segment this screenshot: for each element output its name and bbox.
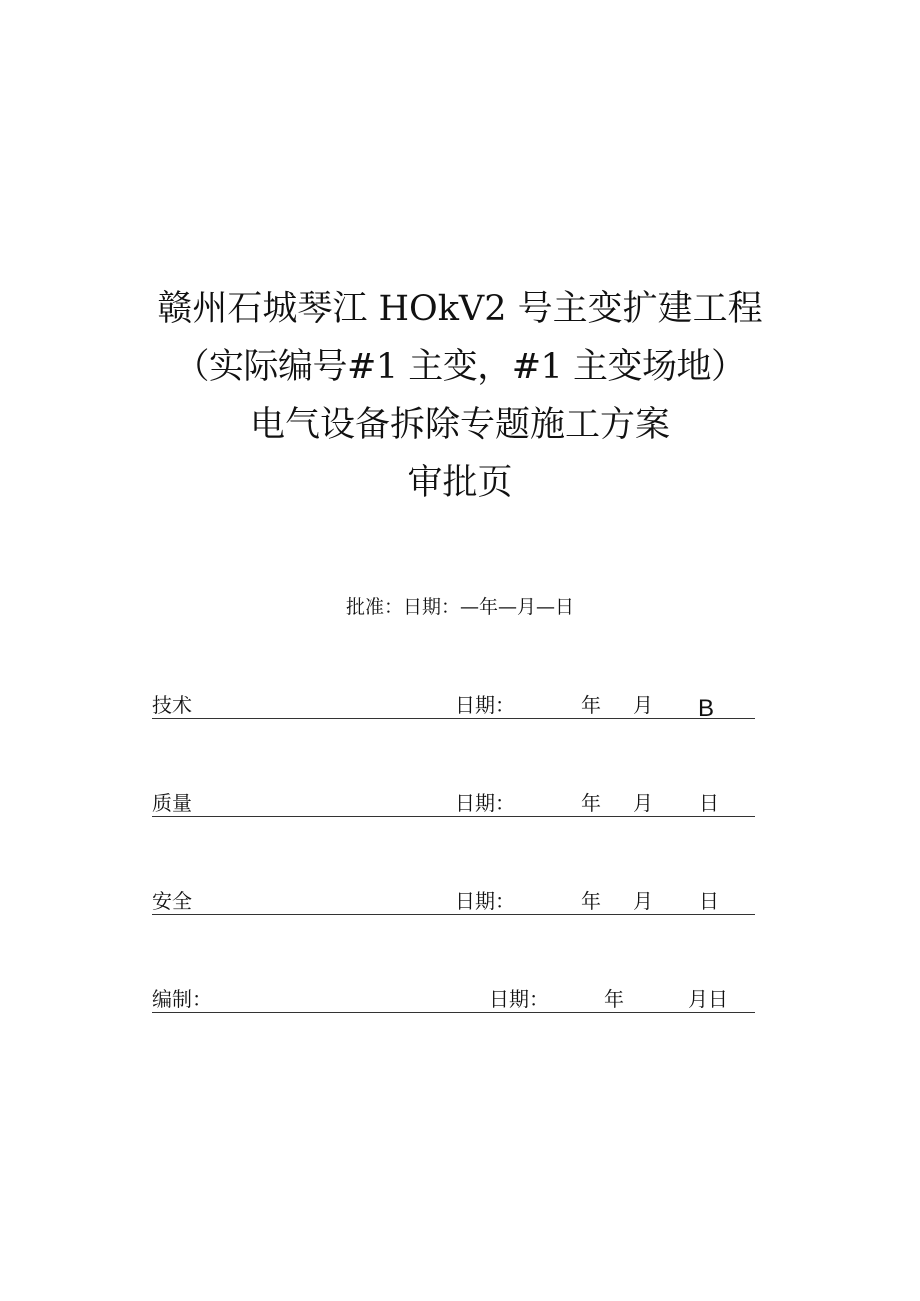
title-plan-name: 电气设备拆除专题施工方案 — [249, 405, 670, 445]
year-label: 年 — [581, 889, 601, 913]
date-label: 日期： — [455, 693, 515, 717]
month-label: 月 — [633, 693, 653, 717]
role-label: 安全 — [152, 889, 192, 913]
document-title — [0, 280, 920, 512]
date-label: 日期： — [455, 791, 515, 815]
day-label: 日 — [699, 791, 719, 815]
role-label: 编制： — [152, 987, 212, 1011]
sign-row-quality — [152, 786, 755, 817]
year-label: 年 — [581, 693, 601, 717]
year-label: 年 — [581, 791, 601, 815]
sign-row-technical — [152, 688, 755, 722]
day-label: 日 — [699, 889, 719, 913]
month-label: 月 — [633, 889, 653, 913]
title-project-name: 赣州石城琴江 HOkV2 号主变扩建工程 — [157, 289, 763, 329]
date-label: 日期： — [455, 889, 515, 913]
sign-row-compiled — [152, 982, 755, 1013]
title-actual-number: （实际编号#1 主变，#1 主变场地） — [174, 347, 746, 387]
date-label: 日期： — [489, 987, 549, 1011]
role-label: 技术 — [152, 693, 192, 717]
day-label: B — [698, 695, 715, 722]
title-approval-page: 审批页 — [407, 463, 513, 503]
year-label: 年 — [604, 987, 624, 1011]
month-label: 月 — [633, 791, 653, 815]
month-day-label: 月日 — [688, 987, 728, 1011]
role-label: 质量 — [152, 791, 192, 815]
approval-line: 批准：日期：—年—月—日 — [345, 596, 574, 618]
sign-row-safety — [152, 884, 755, 915]
